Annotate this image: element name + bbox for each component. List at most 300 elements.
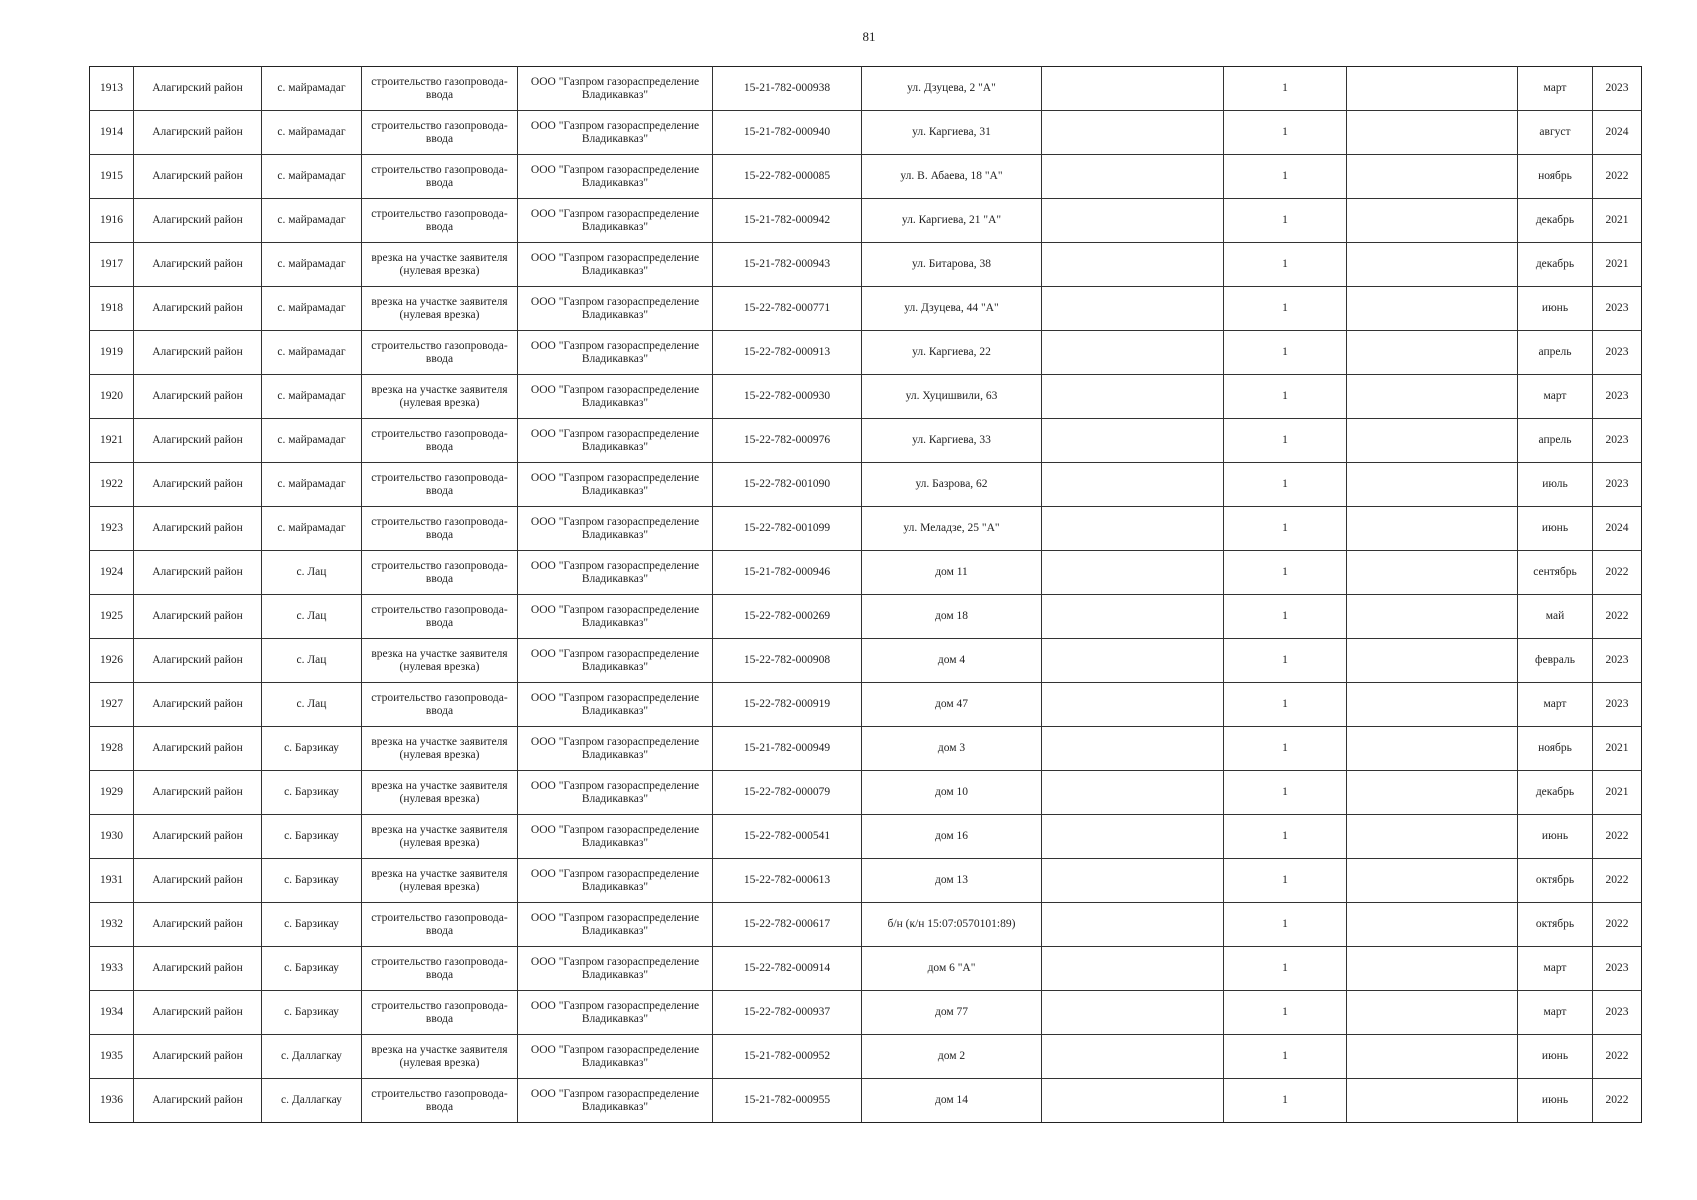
empty-cell: [1042, 903, 1224, 947]
district-cell: Алагирский район: [134, 727, 262, 771]
empty-cell: [1347, 111, 1518, 155]
settlement-cell: с. Лац: [262, 595, 362, 639]
work-type-cell: строительство газопровода-ввода: [362, 1079, 518, 1123]
settlement-cell: с. майрамадаг: [262, 111, 362, 155]
empty-cell: [1042, 331, 1224, 375]
address-cell: ул. В. Абаева, 18 "А": [862, 155, 1042, 199]
district-cell: Алагирский район: [134, 551, 262, 595]
year-cell: 2021: [1593, 727, 1642, 771]
application-code-cell: 15-21-782-000938: [713, 67, 862, 111]
year-cell: 2023: [1593, 419, 1642, 463]
work-type-cell: строительство газопровода-ввода: [362, 507, 518, 551]
row-number: 1928: [90, 727, 134, 771]
organization-cell: ООО "Газпром газораспределение Владикавказ": [518, 507, 713, 551]
district-cell: Алагирский район: [134, 243, 262, 287]
address-cell: ул. Меладзе, 25 "А": [862, 507, 1042, 551]
empty-cell: [1042, 859, 1224, 903]
district-cell: Алагирский район: [134, 331, 262, 375]
month-cell: ноябрь: [1518, 727, 1593, 771]
quantity-cell: 1: [1224, 1035, 1347, 1079]
district-cell: Алагирский район: [134, 287, 262, 331]
application-code-cell: 15-21-782-000942: [713, 199, 862, 243]
row-number: 1925: [90, 595, 134, 639]
address-cell: дом 13: [862, 859, 1042, 903]
district-cell: Алагирский район: [134, 155, 262, 199]
empty-cell: [1347, 815, 1518, 859]
row-number: 1930: [90, 815, 134, 859]
settlement-cell: с. майрамадаг: [262, 243, 362, 287]
row-number: 1931: [90, 859, 134, 903]
year-cell: 2023: [1593, 639, 1642, 683]
settlement-cell: с. Барзикау: [262, 859, 362, 903]
organization-cell: ООО "Газпром газораспределение Владикавказ": [518, 155, 713, 199]
work-type-cell: строительство газопровода-ввода: [362, 67, 518, 111]
work-type-cell: строительство газопровода-ввода: [362, 595, 518, 639]
table-row: [90, 639, 1642, 683]
month-cell: ноябрь: [1518, 155, 1593, 199]
month-cell: март: [1518, 991, 1593, 1035]
settlement-cell: с. майрамадаг: [262, 331, 362, 375]
table-row: [90, 375, 1642, 419]
application-code-cell: 15-22-782-000976: [713, 419, 862, 463]
district-cell: Алагирский район: [134, 199, 262, 243]
table-row: [90, 243, 1642, 287]
work-type-cell: строительство газопровода-ввода: [362, 199, 518, 243]
address-cell: б/н (к/н 15:07:0570101:89): [862, 903, 1042, 947]
empty-cell: [1347, 375, 1518, 419]
empty-cell: [1347, 639, 1518, 683]
empty-cell: [1042, 463, 1224, 507]
organization-cell: ООО "Газпром газораспределение Владикавказ": [518, 639, 713, 683]
row-number: 1920: [90, 375, 134, 419]
organization-cell: ООО "Газпром газораспределение Владикавказ": [518, 947, 713, 991]
address-cell: дом 10: [862, 771, 1042, 815]
empty-cell: [1042, 507, 1224, 551]
row-number: 1923: [90, 507, 134, 551]
quantity-cell: 1: [1224, 463, 1347, 507]
row-number: 1934: [90, 991, 134, 1035]
table-row: [90, 331, 1642, 375]
empty-cell: [1042, 199, 1224, 243]
month-cell: апрель: [1518, 419, 1593, 463]
quantity-cell: 1: [1224, 815, 1347, 859]
application-code-cell: 15-22-782-000914: [713, 947, 862, 991]
settlement-cell: с. майрамадаг: [262, 199, 362, 243]
district-cell: Алагирский район: [134, 859, 262, 903]
application-code-cell: 15-22-782-000930: [713, 375, 862, 419]
table-row: [90, 1079, 1642, 1123]
row-number: 1935: [90, 1035, 134, 1079]
month-cell: июнь: [1518, 1079, 1593, 1123]
organization-cell: ООО "Газпром газораспределение Владикавказ": [518, 243, 713, 287]
quantity-cell: 1: [1224, 639, 1347, 683]
month-cell: март: [1518, 947, 1593, 991]
work-type-cell: строительство газопровода-ввода: [362, 463, 518, 507]
row-number: 1913: [90, 67, 134, 111]
organization-cell: ООО "Газпром газораспределение Владикавказ": [518, 727, 713, 771]
work-type-cell: врезка на участке заявителя (нулевая врезка): [362, 771, 518, 815]
application-code-cell: 15-22-782-000913: [713, 331, 862, 375]
table-row: [90, 595, 1642, 639]
empty-cell: [1347, 463, 1518, 507]
month-cell: июнь: [1518, 287, 1593, 331]
address-cell: дом 2: [862, 1035, 1042, 1079]
table-row: [90, 727, 1642, 771]
year-cell: 2023: [1593, 947, 1642, 991]
empty-cell: [1042, 639, 1224, 683]
empty-cell: [1347, 243, 1518, 287]
district-cell: Алагирский район: [134, 815, 262, 859]
empty-cell: [1042, 419, 1224, 463]
work-type-cell: врезка на участке заявителя (нулевая врезка): [362, 287, 518, 331]
empty-cell: [1347, 1079, 1518, 1123]
empty-cell: [1347, 991, 1518, 1035]
district-cell: Алагирский район: [134, 111, 262, 155]
year-cell: 2022: [1593, 815, 1642, 859]
address-cell: ул. Каргиева, 21 "А": [862, 199, 1042, 243]
application-code-cell: 15-21-782-000949: [713, 727, 862, 771]
month-cell: март: [1518, 683, 1593, 727]
page-number: 81: [862, 29, 876, 44]
application-code-cell: 15-22-782-000771: [713, 287, 862, 331]
empty-cell: [1347, 551, 1518, 595]
address-cell: ул. Каргиева, 33: [862, 419, 1042, 463]
year-cell: 2022: [1593, 903, 1642, 947]
address-cell: дом 14: [862, 1079, 1042, 1123]
application-code-cell: 15-22-782-000613: [713, 859, 862, 903]
application-code-cell: 15-22-782-000908: [713, 639, 862, 683]
organization-cell: ООО "Газпром газораспределение Владикавказ": [518, 287, 713, 331]
quantity-cell: 1: [1224, 375, 1347, 419]
quantity-cell: 1: [1224, 199, 1347, 243]
application-code-cell: 15-22-782-000919: [713, 683, 862, 727]
month-cell: декабрь: [1518, 771, 1593, 815]
year-cell: 2024: [1593, 507, 1642, 551]
month-cell: апрель: [1518, 331, 1593, 375]
settlement-cell: с. майрамадаг: [262, 463, 362, 507]
empty-cell: [1347, 771, 1518, 815]
year-cell: 2023: [1593, 375, 1642, 419]
empty-cell: [1347, 419, 1518, 463]
district-cell: Алагирский район: [134, 1035, 262, 1079]
year-cell: 2023: [1593, 991, 1642, 1035]
month-cell: февраль: [1518, 639, 1593, 683]
organization-cell: ООО "Газпром газораспределение Владикавказ": [518, 771, 713, 815]
year-cell: 2022: [1593, 1035, 1642, 1079]
work-type-cell: врезка на участке заявителя (нулевая врезка): [362, 815, 518, 859]
empty-cell: [1347, 199, 1518, 243]
year-cell: 2022: [1593, 155, 1642, 199]
table-row: [90, 155, 1642, 199]
table-row: [90, 771, 1642, 815]
month-cell: октябрь: [1518, 903, 1593, 947]
empty-cell: [1347, 727, 1518, 771]
empty-cell: [1347, 287, 1518, 331]
row-number: 1921: [90, 419, 134, 463]
settlement-cell: с. Барзикау: [262, 903, 362, 947]
empty-cell: [1042, 287, 1224, 331]
settlement-cell: с. Барзикау: [262, 815, 362, 859]
district-cell: Алагирский район: [134, 463, 262, 507]
organization-cell: ООО "Газпром газораспределение Владикавказ": [518, 551, 713, 595]
month-cell: июнь: [1518, 507, 1593, 551]
quantity-cell: 1: [1224, 595, 1347, 639]
row-number: 1933: [90, 947, 134, 991]
address-cell: дом 18: [862, 595, 1042, 639]
application-code-cell: 15-22-782-001090: [713, 463, 862, 507]
address-cell: дом 16: [862, 815, 1042, 859]
organization-cell: ООО "Газпром газораспределение Владикавказ": [518, 1079, 713, 1123]
quantity-cell: 1: [1224, 771, 1347, 815]
empty-cell: [1042, 947, 1224, 991]
year-cell: 2022: [1593, 1079, 1642, 1123]
settlement-cell: с. Барзикау: [262, 991, 362, 1035]
year-cell: 2022: [1593, 595, 1642, 639]
month-cell: июнь: [1518, 815, 1593, 859]
address-cell: ул. Каргиева, 22: [862, 331, 1042, 375]
application-code-cell: 15-21-782-000946: [713, 551, 862, 595]
district-cell: Алагирский район: [134, 771, 262, 815]
empty-cell: [1042, 111, 1224, 155]
organization-cell: ООО "Газпром газораспределение Владикавказ": [518, 199, 713, 243]
settlement-cell: с. майрамадаг: [262, 375, 362, 419]
empty-cell: [1347, 331, 1518, 375]
work-type-cell: строительство газопровода-ввода: [362, 419, 518, 463]
settlement-cell: с. Даллагкау: [262, 1079, 362, 1123]
empty-cell: [1347, 859, 1518, 903]
row-number: 1926: [90, 639, 134, 683]
row-number: 1918: [90, 287, 134, 331]
quantity-cell: 1: [1224, 551, 1347, 595]
settlement-cell: с. майрамадаг: [262, 419, 362, 463]
address-cell: ул. Дзуцева, 44 "А": [862, 287, 1042, 331]
application-code-cell: 15-22-782-000617: [713, 903, 862, 947]
row-number: 1917: [90, 243, 134, 287]
table-row: [90, 67, 1642, 111]
year-cell: 2022: [1593, 551, 1642, 595]
row-number: 1936: [90, 1079, 134, 1123]
organization-cell: ООО "Газпром газораспределение Владикавказ": [518, 991, 713, 1035]
work-type-cell: строительство газопровода-ввода: [362, 331, 518, 375]
row-number: 1914: [90, 111, 134, 155]
empty-cell: [1042, 375, 1224, 419]
table-row: [90, 815, 1642, 859]
quantity-cell: 1: [1224, 727, 1347, 771]
month-cell: август: [1518, 111, 1593, 155]
quantity-cell: 1: [1224, 683, 1347, 727]
empty-cell: [1347, 507, 1518, 551]
application-code-cell: 15-22-782-000541: [713, 815, 862, 859]
quantity-cell: 1: [1224, 243, 1347, 287]
application-code-cell: 15-21-782-000952: [713, 1035, 862, 1079]
address-cell: дом 11: [862, 551, 1042, 595]
table-row: [90, 111, 1642, 155]
work-type-cell: строительство газопровода-ввода: [362, 947, 518, 991]
address-cell: дом 4: [862, 639, 1042, 683]
empty-cell: [1042, 67, 1224, 111]
row-number: 1929: [90, 771, 134, 815]
organization-cell: ООО "Газпром газораспределение Владикавказ": [518, 463, 713, 507]
month-cell: декабрь: [1518, 199, 1593, 243]
organization-cell: ООО "Газпром газораспределение Владикавказ": [518, 683, 713, 727]
empty-cell: [1347, 903, 1518, 947]
table-row: [90, 507, 1642, 551]
quantity-cell: 1: [1224, 67, 1347, 111]
quantity-cell: 1: [1224, 111, 1347, 155]
table-row: [90, 947, 1642, 991]
application-code-cell: 15-22-782-001099: [713, 507, 862, 551]
district-cell: Алагирский район: [134, 419, 262, 463]
organization-cell: ООО "Газпром газораспределение Владикавказ": [518, 859, 713, 903]
quantity-cell: 1: [1224, 331, 1347, 375]
table-row: [90, 991, 1642, 1035]
application-code-cell: 15-22-782-000079: [713, 771, 862, 815]
district-cell: Алагирский район: [134, 683, 262, 727]
table-row: [90, 199, 1642, 243]
empty-cell: [1042, 683, 1224, 727]
quantity-cell: 1: [1224, 991, 1347, 1035]
quantity-cell: 1: [1224, 287, 1347, 331]
year-cell: 2021: [1593, 243, 1642, 287]
table-row: [90, 287, 1642, 331]
work-type-cell: строительство газопровода-ввода: [362, 683, 518, 727]
work-type-cell: врезка на участке заявителя (нулевая врезка): [362, 727, 518, 771]
district-cell: Алагирский район: [134, 639, 262, 683]
month-cell: сентябрь: [1518, 551, 1593, 595]
address-cell: ул. Хуцишвили, 63: [862, 375, 1042, 419]
address-cell: ул. Базрова, 62: [862, 463, 1042, 507]
month-cell: март: [1518, 375, 1593, 419]
district-cell: Алагирский район: [134, 947, 262, 991]
organization-cell: ООО "Газпром газораспределение Владикавказ": [518, 331, 713, 375]
row-number: 1932: [90, 903, 134, 947]
settlement-cell: с. Лац: [262, 683, 362, 727]
year-cell: 2023: [1593, 683, 1642, 727]
district-cell: Алагирский район: [134, 375, 262, 419]
settlement-cell: с. майрамадаг: [262, 67, 362, 111]
quantity-cell: 1: [1224, 1079, 1347, 1123]
settlement-cell: с. майрамадаг: [262, 507, 362, 551]
month-cell: март: [1518, 67, 1593, 111]
work-type-cell: строительство газопровода-ввода: [362, 903, 518, 947]
application-code-cell: 15-21-782-000943: [713, 243, 862, 287]
district-cell: Алагирский район: [134, 991, 262, 1035]
district-cell: Алагирский район: [134, 67, 262, 111]
application-code-cell: 15-21-782-000955: [713, 1079, 862, 1123]
district-cell: Алагирский район: [134, 903, 262, 947]
work-type-cell: врезка на участке заявителя (нулевая врезка): [362, 639, 518, 683]
table-row: [90, 683, 1642, 727]
row-number: 1927: [90, 683, 134, 727]
year-cell: 2021: [1593, 771, 1642, 815]
organization-cell: ООО "Газпром газораспределение Владикавказ": [518, 1035, 713, 1079]
address-cell: ул. Дзуцева, 2 "А": [862, 67, 1042, 111]
month-cell: май: [1518, 595, 1593, 639]
organization-cell: ООО "Газпром газораспределение Владикавказ": [518, 903, 713, 947]
address-cell: дом 77: [862, 991, 1042, 1035]
empty-cell: [1347, 683, 1518, 727]
address-cell: дом 47: [862, 683, 1042, 727]
table-row: [90, 463, 1642, 507]
settlement-cell: с. майрамадаг: [262, 287, 362, 331]
address-cell: ул. Битарова, 38: [862, 243, 1042, 287]
empty-cell: [1042, 991, 1224, 1035]
settlement-cell: с. Барзикау: [262, 727, 362, 771]
quantity-cell: 1: [1224, 903, 1347, 947]
application-code-cell: 15-22-782-000085: [713, 155, 862, 199]
work-type-cell: врезка на участке заявителя (нулевая врезка): [362, 375, 518, 419]
settlement-cell: с. Лац: [262, 551, 362, 595]
month-cell: июнь: [1518, 1035, 1593, 1079]
quantity-cell: 1: [1224, 859, 1347, 903]
empty-cell: [1042, 771, 1224, 815]
settlement-cell: с. Барзикау: [262, 947, 362, 991]
work-type-cell: врезка на участке заявителя (нулевая врезка): [362, 859, 518, 903]
organization-cell: ООО "Газпром газораспределение Владикавказ": [518, 815, 713, 859]
empty-cell: [1042, 595, 1224, 639]
empty-cell: [1347, 1035, 1518, 1079]
row-number: 1919: [90, 331, 134, 375]
settlement-cell: с. майрамадаг: [262, 155, 362, 199]
empty-cell: [1042, 1079, 1224, 1123]
row-number: 1922: [90, 463, 134, 507]
year-cell: 2024: [1593, 111, 1642, 155]
empty-cell: [1347, 947, 1518, 991]
table-row: [90, 903, 1642, 947]
row-number: 1916: [90, 199, 134, 243]
empty-cell: [1042, 815, 1224, 859]
work-type-cell: врезка на участке заявителя (нулевая врезка): [362, 243, 518, 287]
month-cell: июль: [1518, 463, 1593, 507]
year-cell: 2021: [1593, 199, 1642, 243]
application-code-cell: 15-22-782-000269: [713, 595, 862, 639]
row-number: 1915: [90, 155, 134, 199]
quantity-cell: 1: [1224, 155, 1347, 199]
empty-cell: [1347, 155, 1518, 199]
organization-cell: ООО "Газпром газораспределение Владикавказ": [518, 67, 713, 111]
district-cell: Алагирский район: [134, 507, 262, 551]
row-number: 1924: [90, 551, 134, 595]
empty-cell: [1347, 67, 1518, 111]
work-type-cell: врезка на участке заявителя (нулевая врезка): [362, 1035, 518, 1079]
address-cell: ул. Каргиева, 31: [862, 111, 1042, 155]
year-cell: 2022: [1593, 859, 1642, 903]
settlement-cell: с. Даллагкау: [262, 1035, 362, 1079]
year-cell: 2023: [1593, 287, 1642, 331]
quantity-cell: 1: [1224, 507, 1347, 551]
work-type-cell: строительство газопровода-ввода: [362, 155, 518, 199]
table-row: [90, 419, 1642, 463]
empty-cell: [1042, 551, 1224, 595]
empty-cell: [1042, 243, 1224, 287]
month-cell: декабрь: [1518, 243, 1593, 287]
organization-cell: ООО "Газпром газораспределение Владикавказ": [518, 419, 713, 463]
district-cell: Алагирский район: [134, 595, 262, 639]
empty-cell: [1042, 727, 1224, 771]
table-row: [90, 1035, 1642, 1079]
address-cell: дом 6 "А": [862, 947, 1042, 991]
table-row: [90, 859, 1642, 903]
quantity-cell: 1: [1224, 947, 1347, 991]
application-code-cell: 15-21-782-000940: [713, 111, 862, 155]
gas-connection-register-table: [89, 66, 1642, 1123]
year-cell: 2023: [1593, 331, 1642, 375]
application-code-cell: 15-22-782-000937: [713, 991, 862, 1035]
table-row: [90, 551, 1642, 595]
quantity-cell: 1: [1224, 419, 1347, 463]
empty-cell: [1042, 1035, 1224, 1079]
organization-cell: ООО "Газпром газораспределение Владикавказ": [518, 375, 713, 419]
